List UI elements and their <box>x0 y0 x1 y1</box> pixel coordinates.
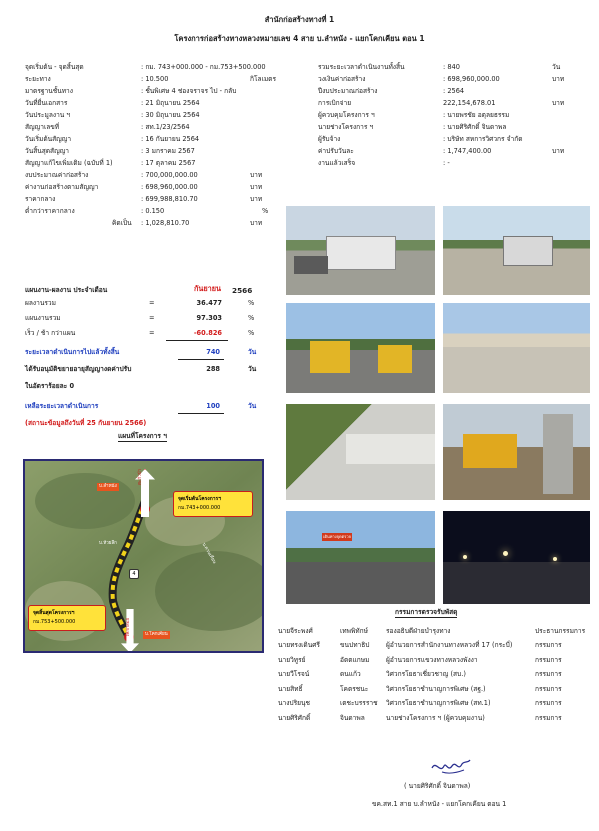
member-last: ดนแก้ว <box>340 670 361 678</box>
info-unit: บาท <box>250 183 263 191</box>
info-value: : 700,000,000.00 <box>141 171 198 179</box>
member-role: กรรมการ <box>535 699 562 707</box>
underline-divider <box>178 359 224 360</box>
route-marker: 4 <box>132 571 136 577</box>
info-unit: บาท <box>250 195 263 203</box>
progress-month: กันยายน <box>194 284 222 293</box>
member-position: ผู้อำนวยการแขวงทางหลวงพังงา <box>386 656 478 664</box>
info-label: ค่างานก่อสร้างตามสัญญา <box>25 183 99 191</box>
progress-label: แผนงานรวม <box>25 314 61 322</box>
info-unit: % <box>262 207 269 215</box>
member-last: จินดาพล <box>340 714 365 722</box>
place-bottom-label: บ.โคกเคียน <box>145 632 168 637</box>
place-tag <box>143 631 170 639</box>
member-position: วิศวกรโยธาชำนาญการพิเศษ (สฐ.) <box>386 685 486 693</box>
machine-shape <box>294 256 328 274</box>
progress-unit: % <box>248 299 255 307</box>
place-top-label: บ.ลำหนัง <box>99 484 117 489</box>
member-position: วิศวกรโยธาเชี่ยวชาญ (สบ.) <box>386 670 466 678</box>
info-value: : 10.500 <box>141 75 169 83</box>
dir-bottom-label: โคกกลอย <box>126 618 131 637</box>
status-note: (สถานะข้อมูลถึงวันที่ 25 กันยายน 2566) <box>25 419 147 427</box>
photo-rollers <box>286 303 435 393</box>
progress-eq: = <box>149 329 155 337</box>
map-title: แผนที่โครงการ ฯ <box>118 432 167 440</box>
pier-shape <box>543 414 573 494</box>
info-label: รวมระยะเวลาดำเนินงานทั้งสิ้น <box>318 63 405 71</box>
info-value: 222,154,678.01 <box>443 99 496 107</box>
info-label: ปีงบประมาณก่อสร้าง <box>318 87 378 95</box>
progress-heading: แผนงาน-ผลงาน ประจำเดือน <box>25 286 108 294</box>
member-last: ขนปทาธิป <box>340 641 370 649</box>
info-value: : ชั้นพิเศษ 4 ช่องจราจร ไป - กลับ <box>141 87 237 95</box>
progress-value: 36.477 <box>196 299 222 307</box>
handwritten-signature <box>428 754 472 780</box>
signer-position: ขค.สท.1 สาย บ.ลำหนัง - แยกโคกเคียน ตอน 1 <box>372 800 507 808</box>
info-unit: กิโลเมตร <box>250 75 276 83</box>
route-shield-icon <box>129 569 139 579</box>
progress-unit: % <box>248 314 255 322</box>
progress-value: 97.303 <box>196 314 222 322</box>
road-sign-board <box>322 533 352 541</box>
info-value: : 840 <box>443 63 460 71</box>
light-dot <box>503 551 508 556</box>
info-value: : สท.1/23/2564 <box>141 123 190 131</box>
member-role: กรรมการ <box>535 670 562 678</box>
info-label: งบประมาณค่าก่อสร้าง <box>25 171 89 179</box>
end-label: จุดสิ้นสุดโครงการฯ <box>33 610 75 616</box>
wall-shape <box>346 434 435 464</box>
info-unit: บาท <box>250 171 263 179</box>
member-position: รองอธิบดีฝ่ายบำรุงทาง <box>386 627 451 635</box>
light-dot <box>463 555 467 559</box>
member-first: นายทรงเดินศรี <box>278 641 320 649</box>
info-label: ค่าปรับวันละ <box>318 147 354 155</box>
info-unit: บาท <box>552 147 565 155</box>
info-label: ราคากลาง <box>25 195 56 203</box>
info-label: คิดเป็น <box>112 219 132 227</box>
photo-concrete-slab <box>443 303 590 393</box>
progress-label: เร็ว / ช้า กว่าแผน <box>25 329 76 337</box>
photo-retaining-wall <box>286 404 435 500</box>
underline-divider <box>178 413 224 414</box>
photo-asphalt-truck <box>443 206 590 295</box>
info-value: : 698,960,000.00 <box>141 183 198 191</box>
truck-shape <box>326 236 396 270</box>
elapsed-value: 740 <box>206 348 220 356</box>
info-label: การเบิกจ่าย <box>318 99 352 107</box>
truck-shape <box>503 236 553 266</box>
progress-year: 2566 <box>232 286 253 295</box>
info-value: : 3 มกราคม 2567 <box>141 147 195 155</box>
photo-excavator <box>443 404 590 500</box>
info-value: : 21 มิถุนายน 2564 <box>141 99 200 107</box>
info-value: : 30 มิถุนายน 2564 <box>141 111 200 119</box>
underline-divider <box>166 340 228 341</box>
info-label: งานแล้วเสร็จ <box>318 159 356 167</box>
elapsed-label: ระยะเวลาดำเนินการไปแล้วทั้งสิ้น <box>25 348 120 356</box>
place-tag <box>97 483 119 491</box>
info-label: สัญญาแก้ไขเพิ่มเติม (ฉบับที่ 1) <box>25 159 113 167</box>
info-value: : นายพรชัย อตุลยธรรม <box>443 111 510 119</box>
start-km: กม.743+000.000 <box>178 505 221 511</box>
info-label: วันที่ยื่นเอกสาร <box>25 99 68 107</box>
road-sign-text: เดินทางจุดตรวจ <box>323 534 351 539</box>
info-value: : 699,988,810.70 <box>141 195 198 203</box>
member-last: โคตรชนะ <box>340 685 369 693</box>
end-callout <box>28 605 106 631</box>
progress-label: ผลงานรวม <box>25 299 56 307</box>
member-last: เตชะบรรราช <box>340 699 378 707</box>
info-unit: วัน <box>552 63 561 71</box>
info-value: : 1,747,400.00 <box>443 147 492 155</box>
info-value: : นายศิริศักดิ์ จินดาพล <box>443 123 507 131</box>
info-value: : 698,960,000.00 <box>443 75 500 83</box>
excavator-shape <box>463 434 517 468</box>
member-role: ประธานกรรมการ <box>535 627 586 635</box>
member-role: กรรมการ <box>535 714 562 722</box>
place-right-label: บ.ควนเคียน <box>200 542 217 565</box>
roller-shape <box>310 341 350 373</box>
info-label: วงเงินค่าก่อสร้าง <box>318 75 366 83</box>
info-label: วันเริ่มต้นสัญญา <box>25 135 72 143</box>
dir-top-label: ตะกั่วป่า <box>138 469 143 485</box>
photo-milling-trucks <box>286 206 435 295</box>
signer-name: ( นายศิริศักดิ์ จินดาพล) <box>404 782 471 790</box>
end-km: กม.753+500.000 <box>33 619 76 625</box>
member-first: นายวีโรจน์ <box>278 670 310 678</box>
project-map <box>23 459 264 653</box>
info-value: : กม. 743+000.000 - กม.753+500.000 <box>141 63 266 71</box>
info-value: : 16 กันยายน 2564 <box>141 135 200 143</box>
member-last: เทพพิทักษ์ <box>340 627 368 635</box>
info-value: : 2564 <box>443 87 465 95</box>
light-dot <box>553 557 557 561</box>
photo-road-sign <box>286 511 435 604</box>
member-first: นายวิทูรย์ <box>278 656 306 664</box>
progress-eq: = <box>149 314 155 322</box>
remaining-label: เหลือระยะเวลาดำเนินการ <box>25 402 99 410</box>
project-title: โครงการก่อสร้างทางหลวงหมายเลข 4 สาย บ.ลำหนัง - แยกโคกเคียน ตอน 1 <box>174 34 425 43</box>
start-label: จุดเริ่มต้นโครงการฯ <box>178 496 222 502</box>
info-label: วันสิ้นสุดสัญญา <box>25 147 70 155</box>
progress-eq: = <box>149 299 155 307</box>
office-title: สำนักก่อสร้างทางที่ 1 <box>264 15 335 24</box>
progress-value-behind: -60.826 <box>193 329 222 337</box>
info-value: : 17 ตุลาคม 2567 <box>141 159 196 167</box>
progress-unit: % <box>248 329 255 337</box>
info-label: นายช่างโครงการ ฯ <box>318 123 374 131</box>
committee-title: กรรมการตรวจรับพัสดุ <box>395 608 458 616</box>
member-role: กรรมการ <box>535 685 562 693</box>
info-value: : 1,028,810.70 <box>141 219 190 227</box>
info-label: ผู้รับจ้าง <box>318 135 341 143</box>
member-position: นายช่างโครงการ ฯ (ผู้ควบคุมงาน) <box>386 714 485 722</box>
percent-label: ในอัตราร้อยละ 0 <box>25 382 75 390</box>
info-label: ระยะทาง <box>25 75 51 83</box>
roller-shape <box>378 345 412 373</box>
place-left-label: บ.ห้วยลึก <box>99 541 117 546</box>
start-callout <box>173 491 253 517</box>
member-role: กรรมการ <box>535 656 562 664</box>
member-first: นายศิริศักดิ์ <box>278 714 311 722</box>
member-position: วิศวกรโยธาชำนาญการพิเศษ (สท.1) <box>386 699 491 707</box>
info-value: : บริษัท สหการวิศวกร จำกัด <box>443 135 523 143</box>
member-first: นายสิทธิ์ <box>278 685 303 693</box>
remaining-value: 100 <box>206 402 220 410</box>
member-role: กรรมการ <box>535 641 562 649</box>
info-label: มาตรฐานชั้นทาง <box>25 87 73 95</box>
photo-night-lights <box>443 511 590 604</box>
info-label: วันประมูลงาน ฯ <box>25 111 71 119</box>
elapsed-unit: วัน <box>248 348 257 356</box>
info-value: : - <box>443 159 450 167</box>
info-unit: บาท <box>552 75 565 83</box>
info-label: ต่ำกว่าราคากลาง <box>25 207 75 215</box>
extension-label: ได้รับอนุมัติขยายอายุสัญญางดค่าปรับ <box>25 365 132 373</box>
remaining-unit: วัน <box>248 402 257 410</box>
info-value: : 0.150 <box>141 207 165 215</box>
extension-unit: วัน <box>248 365 257 373</box>
info-unit: บาท <box>552 99 565 107</box>
info-unit: บาท <box>250 219 263 227</box>
member-first: นางปริยนุช <box>278 699 311 707</box>
extension-value: 288 <box>206 365 220 373</box>
info-label: ผู้ควบคุมโครงการ ฯ <box>318 111 375 119</box>
info-label: จุดเริ่มต้น - จุดสิ้นสุด <box>25 63 84 71</box>
member-last: อัตตแกษม <box>340 656 370 664</box>
info-label: สัญญาเลขที่ <box>25 123 60 131</box>
member-first: นายจีระพงศ์ <box>278 627 313 635</box>
slab-shape <box>443 347 590 393</box>
member-position: ผู้อำนวยการสำนักงานทางหลวงที่ 17 (กระบี่) <box>386 641 513 649</box>
